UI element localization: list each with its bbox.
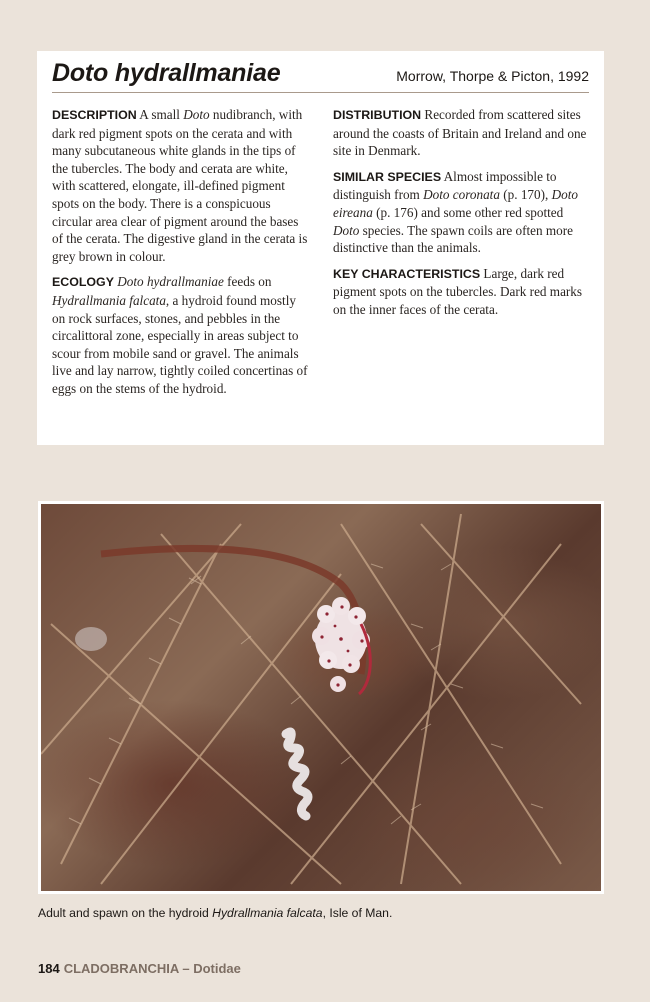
text-column-right [333, 106, 589, 398]
similar-text-2: (p. 170), [499, 187, 552, 203]
key-characteristics-text: Large, dark red pigment spots on the tubercles. Dark red marks on the inner faces of the cerata. [333, 265, 583, 317]
ecology-italic-1: Doto hydrallmaniae [117, 274, 224, 290]
similar-species-paragraph [333, 168, 589, 257]
nudibranch-photo [41, 504, 601, 891]
similar-text-4: species. The spawn coils are often more distinctive than the animals. [333, 222, 573, 256]
distribution-paragraph [333, 106, 589, 160]
light-patch [75, 627, 107, 651]
similar-italic-1: Doto coronata [423, 187, 500, 203]
species-authority: Morrow, Thorpe & Picton, 1992 [396, 68, 589, 84]
spawn-coil [286, 732, 308, 816]
key-characteristics-heading: KEY CHARACTERISTICS [333, 266, 481, 281]
text-card [37, 51, 604, 445]
similar-italic-2: Doto eireana [333, 187, 578, 220]
distribution-text: Recorded from scattered sites around the coasts of Britain and Ireland and one site in Denmark. [333, 107, 587, 159]
caption-text-1: Adult and spawn on the hydroid [38, 906, 213, 920]
ecology-text-2: , a hydroid found mostly on rock surfaces, stones, and pebbles in the circalittoral zone, especially in areas subject to scour from mobile sand or gravel. The animals live and lay narrow, tightly coiled concertinas of eggs on the stems of the hydroid. [52, 292, 308, 396]
ecology-italic-2: Hydrallmania falcata [52, 292, 166, 308]
photo-frame [38, 501, 604, 894]
text-column-left [52, 106, 308, 398]
photo-caption [38, 906, 392, 920]
description-paragraph [52, 106, 308, 265]
photo-illustration [41, 504, 601, 891]
similar-species-heading: SIMILAR SPECIES [333, 169, 442, 184]
ecology-heading: ECOLOGY [52, 275, 114, 290]
species-header [52, 59, 589, 93]
caption-text-2: , Isle of Man. [322, 906, 393, 920]
text-columns [52, 106, 589, 398]
species-title: Doto hydrallmaniae [52, 59, 281, 87]
key-characteristics-paragraph [333, 265, 589, 319]
description-text-2: nudibranch, with dark red pigment spots on the cerata and with many subcutaneous white glands in the tips of the tubercles. The body and cerata are white, with scattered, elongate, ill-defined pigment spots on the body. There is a conspicuous circular area clear of pigment around the bases of the cerata. The digestive gland in the cerata is grey brown in colour. [52, 107, 308, 264]
similar-text-1: Almost impossible to distinguish from [333, 168, 557, 203]
hydroid-fronds [69, 564, 543, 824]
section-title: CLADOBRANCHIA – Dotidae [63, 961, 241, 976]
caption-italic: Hydrallmania falcata [212, 906, 323, 920]
distribution-heading: DISTRIBUTION [333, 108, 422, 122]
description-heading: DESCRIPTION [52, 108, 137, 122]
page-footer [38, 961, 241, 976]
ecology-paragraph [52, 273, 308, 397]
page-number: 184 [38, 961, 60, 976]
nudibranch-cerata [312, 597, 370, 694]
similar-text-3: (p. 176) and some other red spotted [372, 204, 564, 220]
similar-italic-3: Doto [333, 222, 360, 238]
description-italic-1: Doto [183, 107, 210, 122]
description-text-1: A small [136, 107, 184, 122]
ecology-text-1: feeds on [223, 274, 272, 290]
